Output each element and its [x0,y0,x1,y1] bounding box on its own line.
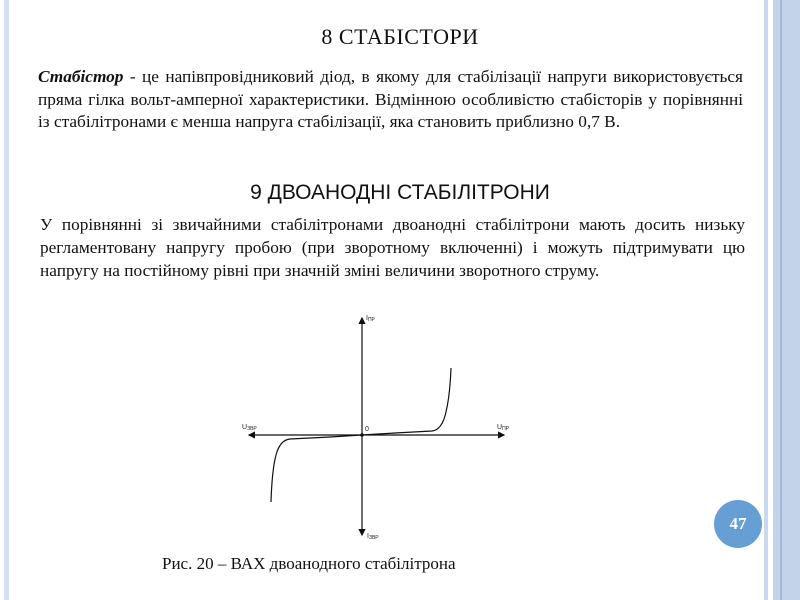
figure-caption: Рис. 20 – ВАХ двоанодного стабілітрона [162,554,456,573]
section-9-paragraph: У порівнянні зі звичайними стабілітронами двоанодні стабілітрони мають досить низьку регламентовану напругу пробою (при зворотному включенні) і можуть підтримувати цю напругу на постійному рівні при значній зміні величини зворотного струму. [40,215,745,280]
page-number-badge: 47 [714,500,762,548]
term-stabistor: Стабістор [38,67,124,86]
x-pos-label: UПР [497,424,509,432]
y-neg-label: IЗВР [367,533,379,541]
section-8-title: 8 СТАБІСТОРИ [321,24,479,49]
x-neg-label: UЗВР [242,424,257,432]
forward-branch-curve [362,368,451,435]
y-pos-label: IПР [366,315,375,323]
origin-label: 0 [365,426,369,433]
section-9-title: 9 ДВОАНОДНІ СТАБІЛІТРОНИ [250,181,550,204]
section-8-text: - це напівпровідниковий діод, в якому для стабілізації напруги використовується пряма гілка вольт-амперної характеристики. Відмінною особливістю стабісторів у порівнянні із стабілітронами є менша напруга стабілізації, яка становить приблизно 0,7 В. [38,67,743,131]
reverse-branch-curve [271,435,362,502]
